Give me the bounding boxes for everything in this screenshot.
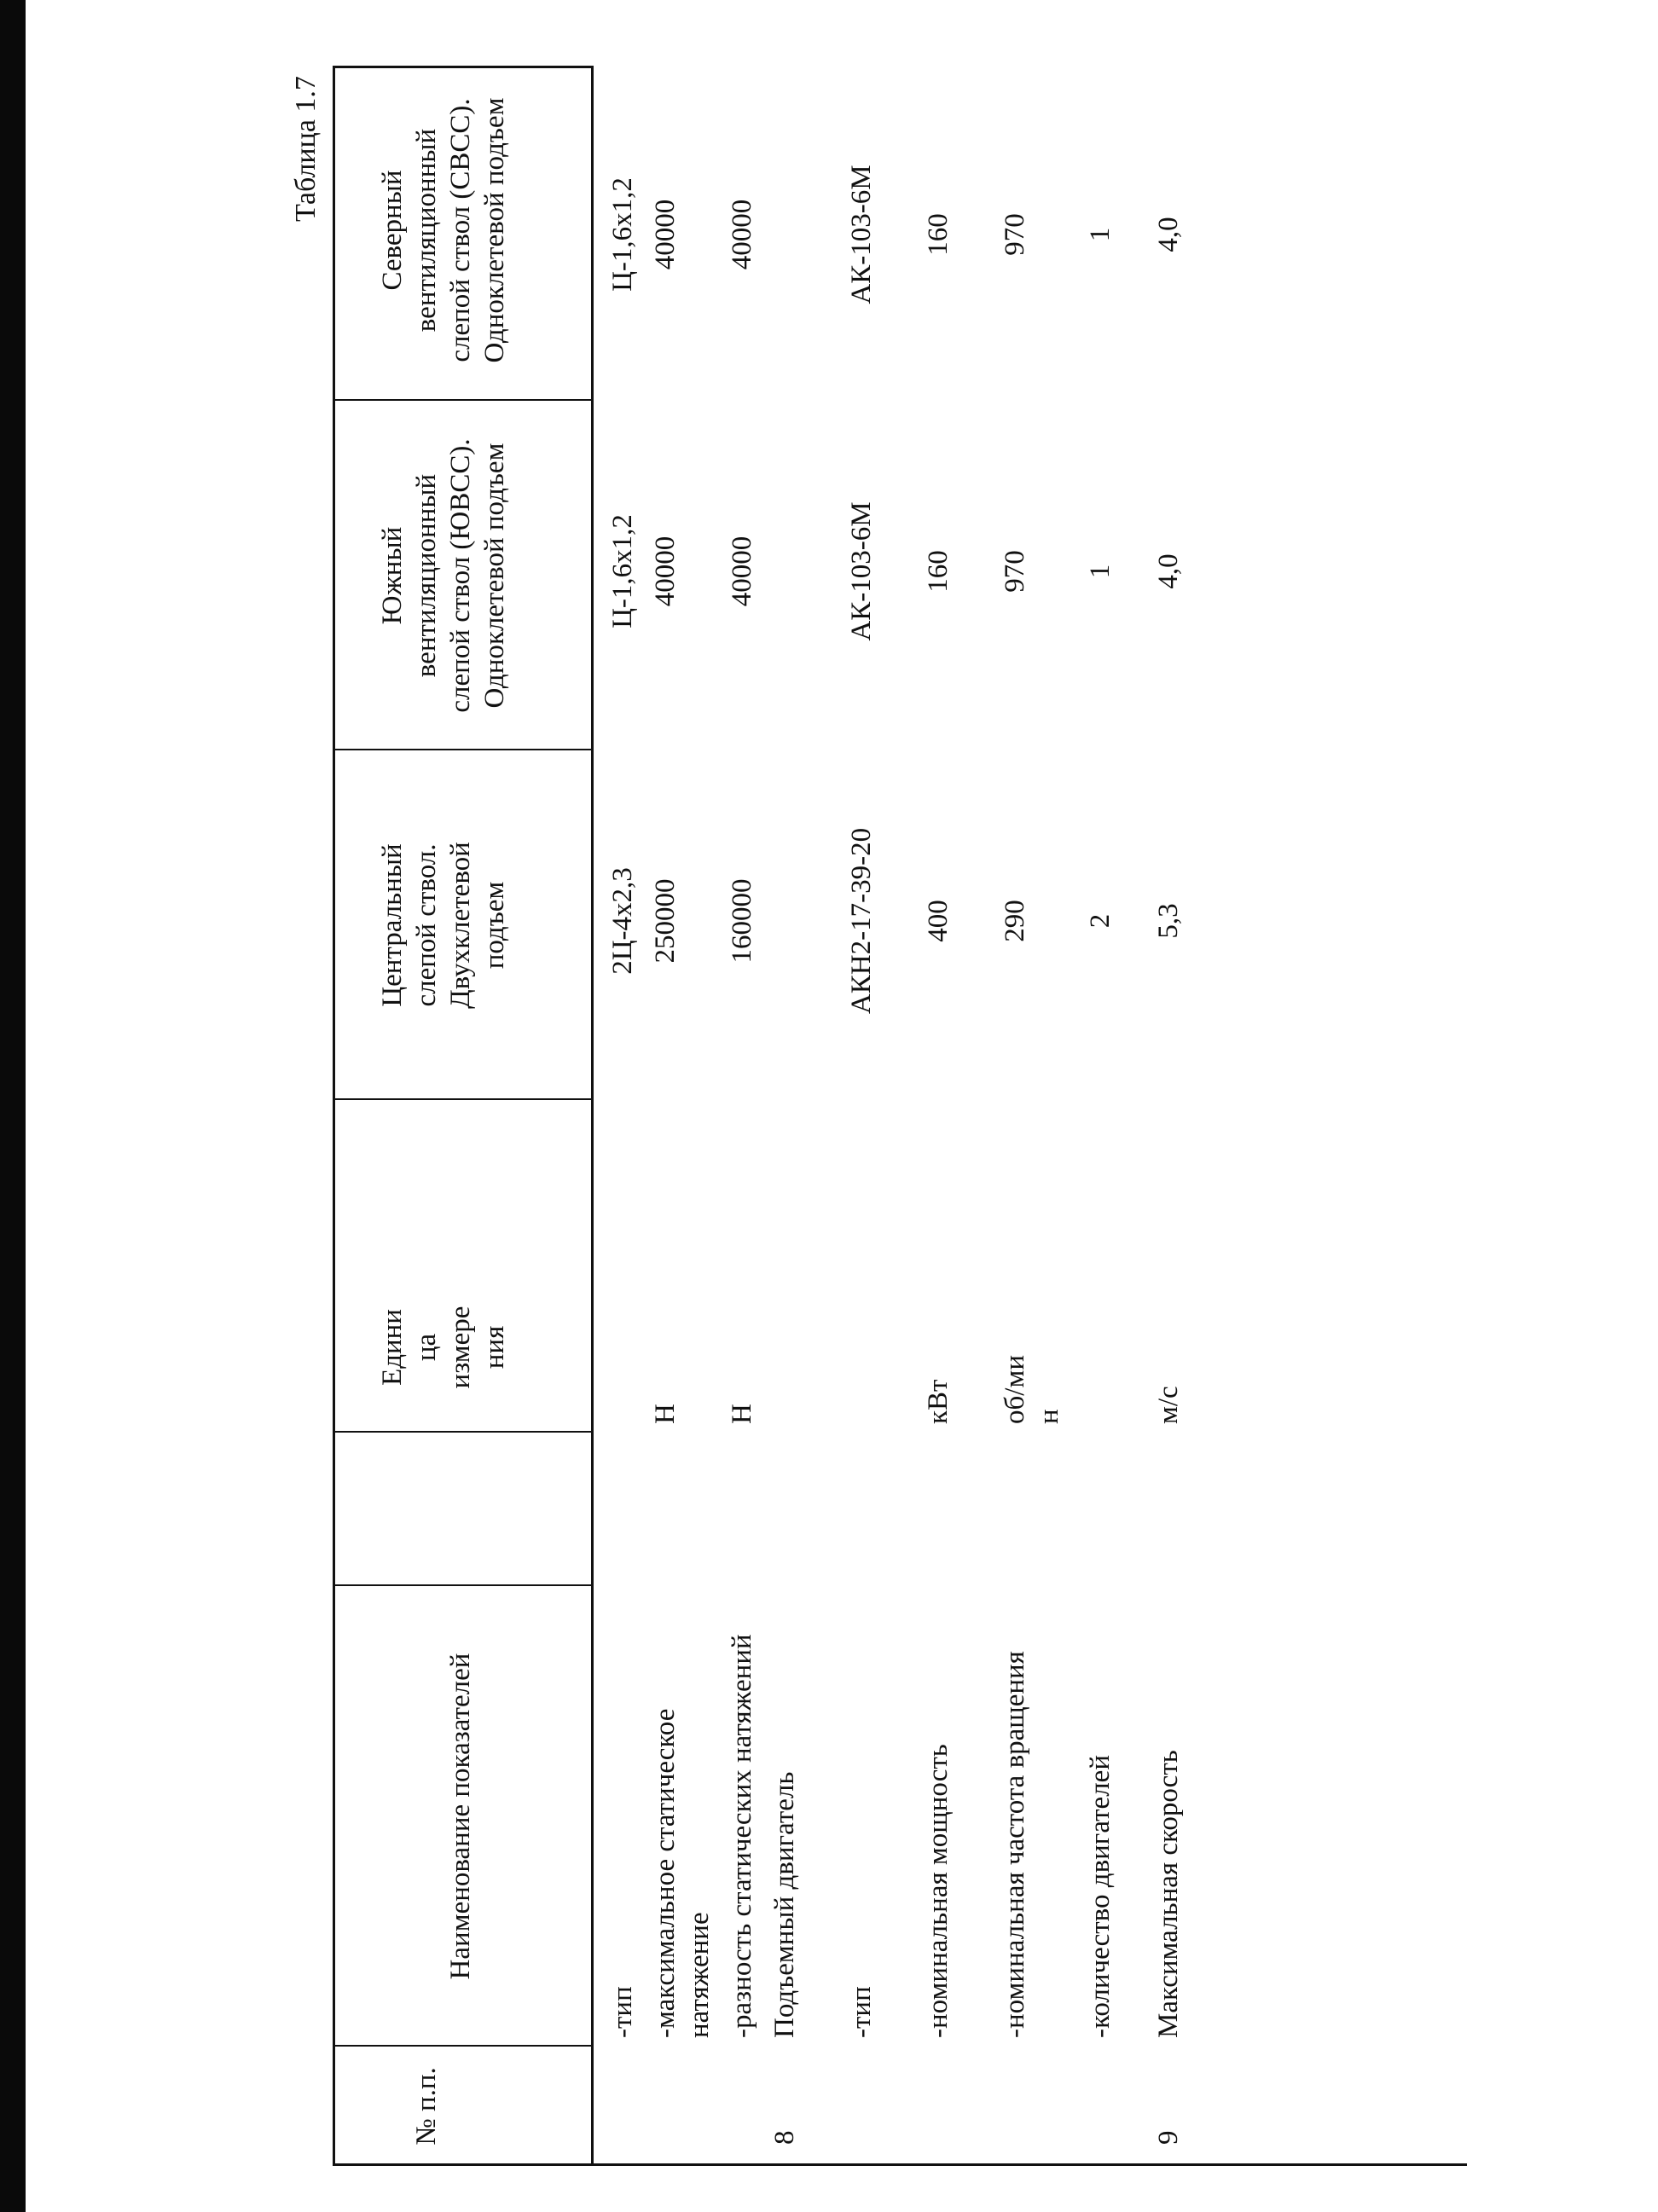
cell-name-row-10: Максимальная скорость [1153,1750,1184,2038]
header-unit-line-3: измере [445,1306,476,1389]
cell-c3-row-5: АК-103-6М [846,165,877,304]
header-sep-2 [333,1584,593,1586]
header-sep-5 [333,749,593,750]
header-sep-1 [333,2045,593,2047]
cell-c1-row-1: 250000 [650,878,681,964]
header-sep-3 [333,1431,593,1433]
header-col1-line-1: Центральный [377,843,408,1007]
header-col3 [375,68,512,392]
cell-c1-row-5: АКН2-17-39-20 [846,827,877,1015]
header-col1-line-4: подъем [479,881,510,970]
cell-c3-row-0: Ц-1,6х1,2 [607,177,638,292]
cell-name-row-7: -номинальная частота вращения [1000,1651,1030,2038]
cell-c2-row-9: 1 [1085,564,1116,579]
header-num: № п.п. [411,2067,442,2145]
header-col1 [375,759,512,1092]
cell-name-row-5: -тип [846,1986,877,2038]
header-unit-line-2: ца [411,1333,442,1362]
cell-c1-row-3: 160000 [727,878,757,964]
cell-name-row-4: Подъемный двигатель [769,1771,800,2038]
header-col3-line-3: слепой ствол (СВСС). [445,98,476,362]
cell-c2-row-1: 40000 [650,536,681,607]
cell-num-row-10: 9 [1153,2130,1184,2145]
header-col3-line-1: Северный [377,170,408,291]
cell-name-row-6: -номинальная мощность [923,1744,954,2038]
cell-c3-row-6: 160 [923,213,954,256]
header-col3-line-2: вентиляционный [411,128,442,333]
cell-c3-row-1: 40000 [650,199,681,270]
cell-num-row-4: 8 [769,2130,800,2145]
header-col2 [375,409,512,742]
cell-c3-row-3: 40000 [727,199,757,270]
cell-c1-row-10: 5,3 [1153,903,1184,939]
cell-name-row-0: -тип [607,1986,638,2038]
cell-c3-row-9: 1 [1085,227,1116,242]
cell-c1-row-0: 2Ц-4х2,3 [607,867,638,975]
cell-c2-row-6: 160 [923,550,954,593]
cell-unit-row-8: н [1034,1409,1064,1424]
cell-name-row-1: -максимальное статическое [650,1708,681,2038]
header-col1-line-3: Двухклетевой [445,842,476,1009]
header-sep-6 [333,399,593,401]
header-unit [375,1271,512,1424]
cell-c2-row-10: 4,0 [1153,553,1184,589]
cell-name-row-2: натяжение [684,1912,715,2038]
header-col2-line-4: Одноклетевой подъем [479,443,510,709]
table-caption: Таблица 1.7 [290,76,322,222]
cell-c2-row-7: 970 [1000,550,1030,593]
table-border-left [333,2163,1467,2166]
header-col1-line-2: слепой ствол. [411,843,442,1007]
rotated-page [162,0,1493,2183]
cell-unit-row-6: кВт [923,1379,954,1424]
header-unit-line-4: ния [479,1325,510,1369]
header-col2-line-2: вентиляционный [411,473,442,678]
cell-unit-row-3: Н [727,1404,757,1424]
table-border-top [333,66,335,2166]
header-col2-line-1: Южный [377,526,408,625]
scan-left-border [0,0,26,2212]
cell-c3-row-10: 4,0 [1153,217,1184,252]
header-sep-4 [333,1098,593,1100]
cell-c1-row-9: 2 [1085,913,1116,929]
cell-unit-row-7: об/ми [1000,1354,1030,1424]
cell-name-row-3: -разность статических натяжений [727,1634,757,2038]
cell-unit-row-1: Н [650,1404,681,1424]
cell-name-row-9: -количество двигателей [1085,1755,1116,2038]
cell-c2-row-5: АК-103-6М [846,501,877,641]
table-header-bottom [591,66,594,2166]
cell-unit-row-10: м/с [1153,1386,1184,1424]
header-col3-line-4: Одноклетевой подъем [479,97,510,363]
cell-c3-row-7: 970 [1000,213,1030,256]
cell-c2-row-3: 40000 [727,536,757,607]
header-unit-line-1: Едини [377,1309,408,1386]
header-name: Наименование показателей [445,1653,476,1980]
header-col2-line-3: слепой ствол (ЮВСС). [445,438,476,713]
cell-c2-row-0: Ц-1,6х1,2 [607,514,638,628]
cell-c1-row-7: 290 [1000,900,1030,942]
cell-c1-row-6: 400 [923,900,954,942]
